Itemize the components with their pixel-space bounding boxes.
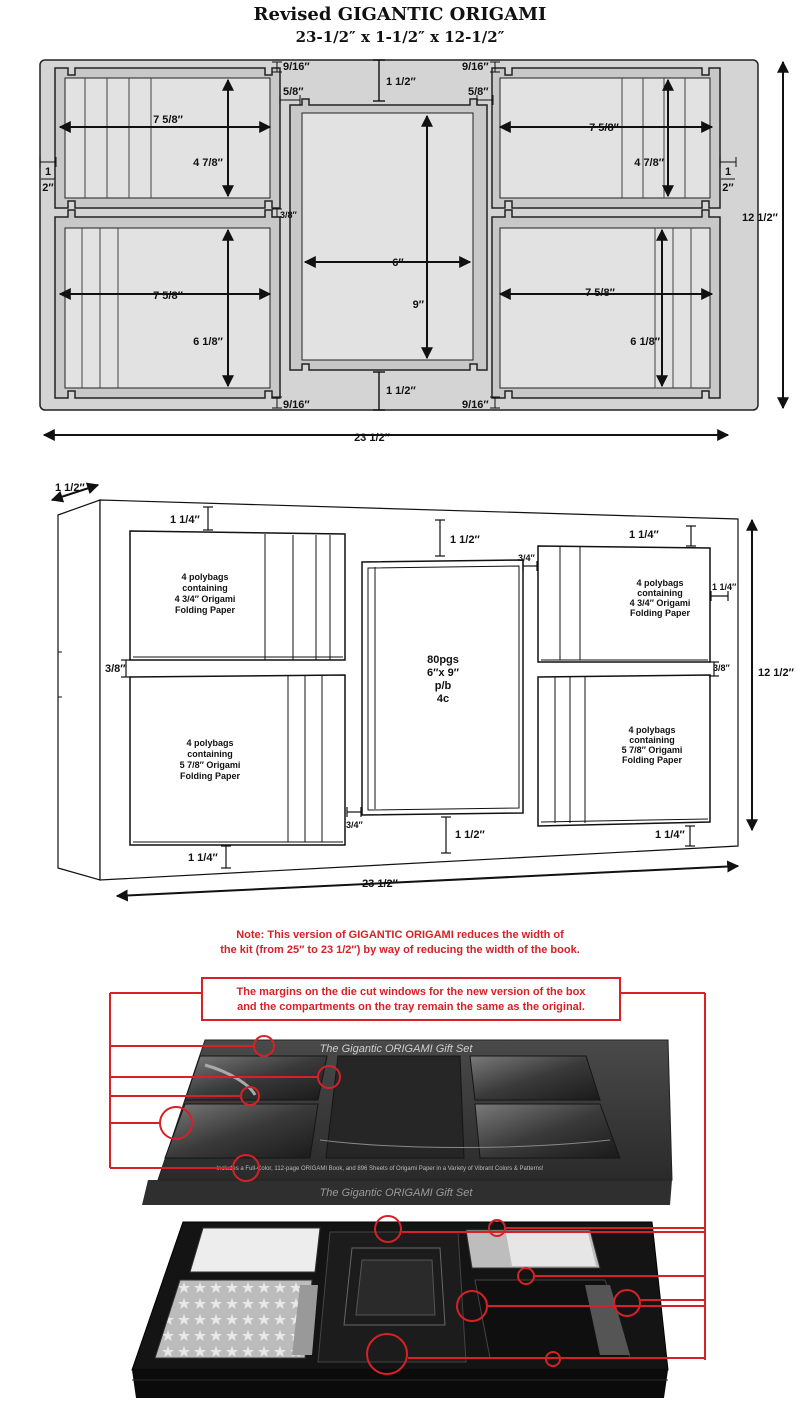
small-left-width-label: 7 5/8″ bbox=[153, 114, 183, 126]
margin-top-left-label: 1 1/4″ bbox=[170, 514, 200, 526]
svg-text:5 7/8″ Origami: 5 7/8″ Origami bbox=[179, 760, 241, 770]
svg-text:4 3/4″ Origami: 4 3/4″ Origami bbox=[174, 594, 236, 604]
box-side-face bbox=[58, 500, 100, 880]
svg-text:Folding Paper: Folding Paper bbox=[179, 771, 241, 781]
gap-top-right-label: 9/16″ bbox=[462, 61, 489, 73]
large-right-width-label: 7 5/8″ bbox=[585, 287, 615, 299]
lid-small-print: Includes a Full-Color, 112-page ORIGAMI Book, and 896 Sheets of Origami Paper in a Variety of Vibrant Colors & Patterns! bbox=[216, 1166, 544, 1172]
gap-middle-left-label: 3/8″ bbox=[280, 210, 297, 220]
box-height-label: 12 1/2″ bbox=[758, 667, 794, 679]
gap-bottom-left-label: 9/16″ bbox=[283, 399, 310, 411]
gap-top-center-label: 1 1/2″ bbox=[386, 76, 416, 88]
window-label-upper-right bbox=[630, 578, 691, 618]
box-depth-label: 1 1/2″ bbox=[55, 482, 85, 494]
notes-section bbox=[202, 929, 620, 1020]
svg-text:4 3/4″ Origami: 4 3/4″ Origami bbox=[629, 598, 691, 608]
lid-brand-side: The Gigantic ORIGAMI Gift Set bbox=[319, 1187, 473, 1199]
note-line-2: the kit (from 25″ to 23 1/2″) by way of reducing the width of the book. bbox=[220, 944, 580, 956]
svg-text:containing: containing bbox=[629, 735, 675, 745]
box-width-label: 23 1/2″ bbox=[362, 878, 398, 890]
window-label-lower-left bbox=[180, 738, 241, 781]
gap-top-left-label: 9/16″ bbox=[283, 61, 310, 73]
gap-center-left-label: 5/8″ bbox=[283, 86, 304, 98]
large-right-height-label: 6 1/8″ bbox=[630, 336, 660, 348]
gap-book-right-label: 3/4″ bbox=[518, 553, 535, 563]
tray-compartment-lower-left bbox=[55, 210, 280, 398]
edge-right-den: 2″ bbox=[722, 182, 734, 194]
note-line-1: Note: This version of GIGANTIC ORIGAMI reduces the width of bbox=[236, 929, 564, 941]
gap-book-left-label: 3/4″ bbox=[346, 820, 363, 830]
tray-compartment-lower-right bbox=[492, 210, 720, 398]
svg-text:Folding Paper: Folding Paper bbox=[174, 605, 236, 615]
callout-line-2: and the compartments on the tray remain the same as the original. bbox=[237, 1001, 585, 1013]
diagram-title: Revised GIGANTIC ORIGAMI bbox=[253, 4, 547, 25]
small-right-width-label: 7 5/8″ bbox=[589, 122, 619, 134]
svg-text:4 polybags: 4 polybags bbox=[181, 572, 229, 582]
margin-top-right-label: 1 1/4″ bbox=[629, 529, 659, 541]
margin-bottom-right-label: 1 1/4″ bbox=[655, 829, 685, 841]
photo-tray bbox=[132, 1222, 668, 1398]
margin-top-center-label: 1 1/2″ bbox=[450, 534, 480, 546]
edge-left-den: 2″ bbox=[42, 182, 54, 194]
callout-line-1: The margins on the die cut windows for the new version of the box bbox=[236, 986, 586, 998]
tray-compartment-upper-left bbox=[55, 68, 280, 208]
large-left-width-label: 7 5/8″ bbox=[153, 290, 183, 302]
callout-box bbox=[202, 978, 620, 1020]
book-width-label: 6″ bbox=[392, 257, 404, 269]
svg-text:4 polybags: 4 polybags bbox=[636, 578, 684, 588]
svg-text:containing: containing bbox=[637, 588, 683, 598]
lid-brand: The Gigantic ORIGAMI Gift Set bbox=[319, 1043, 473, 1055]
margin-bottom-left-label: 1 1/4″ bbox=[188, 852, 218, 864]
gap-bottom-center-label: 1 1/2″ bbox=[386, 385, 416, 397]
svg-text:Folding Paper: Folding Paper bbox=[621, 755, 683, 765]
book-height-label: 9″ bbox=[412, 299, 424, 311]
gap-left-windows-label: 3/8″ bbox=[105, 663, 126, 675]
svg-text:4c: 4c bbox=[436, 693, 450, 705]
svg-text:containing: containing bbox=[187, 749, 233, 759]
diagram-header bbox=[254, 4, 547, 46]
svg-text:80pgs: 80pgs bbox=[427, 654, 459, 666]
small-right-height-label: 4 7/8″ bbox=[634, 157, 664, 169]
diagram-subtitle: 23-1/2″ x 1-1/2″ x 12-1/2″ bbox=[295, 28, 505, 46]
tray-compartment-center bbox=[290, 99, 487, 370]
tray-overall-width-label: 23 1/2″ bbox=[354, 432, 390, 444]
svg-text:Folding Paper: Folding Paper bbox=[629, 608, 691, 618]
large-left-height-label: 6 1/8″ bbox=[193, 336, 223, 348]
svg-text:5 7/8″ Origami: 5 7/8″ Origami bbox=[621, 745, 683, 755]
photo-lid bbox=[142, 1040, 672, 1205]
box-diagram bbox=[52, 482, 795, 896]
edge-right-num: 1 bbox=[724, 166, 732, 178]
margin-right-edge-label: 1 1/4″ bbox=[712, 582, 737, 592]
svg-text:4 polybags: 4 polybags bbox=[186, 738, 234, 748]
tray-diagram bbox=[40, 60, 783, 444]
gap-center-right-label: 5/8″ bbox=[468, 86, 489, 98]
tray-overall-height-label: 12 1/2″ bbox=[742, 212, 778, 224]
edge-left-num: 1 bbox=[44, 166, 52, 178]
margin-bottom-center-label: 1 1/2″ bbox=[455, 829, 485, 841]
svg-text:6″x 9″: 6″x 9″ bbox=[427, 667, 459, 679]
window-label-lower-right bbox=[622, 725, 683, 765]
window-label-upper-left bbox=[175, 572, 236, 615]
tray-compartment-upper-right bbox=[492, 68, 720, 208]
small-left-height-label: 4 7/8″ bbox=[193, 157, 223, 169]
gap-right-windows-label: 3/8″ bbox=[713, 663, 730, 673]
svg-text:containing: containing bbox=[182, 583, 228, 593]
svg-text:p/b: p/b bbox=[434, 680, 452, 692]
gap-bottom-right-label: 9/16″ bbox=[462, 399, 489, 411]
svg-text:4 polybags: 4 polybags bbox=[628, 725, 676, 735]
